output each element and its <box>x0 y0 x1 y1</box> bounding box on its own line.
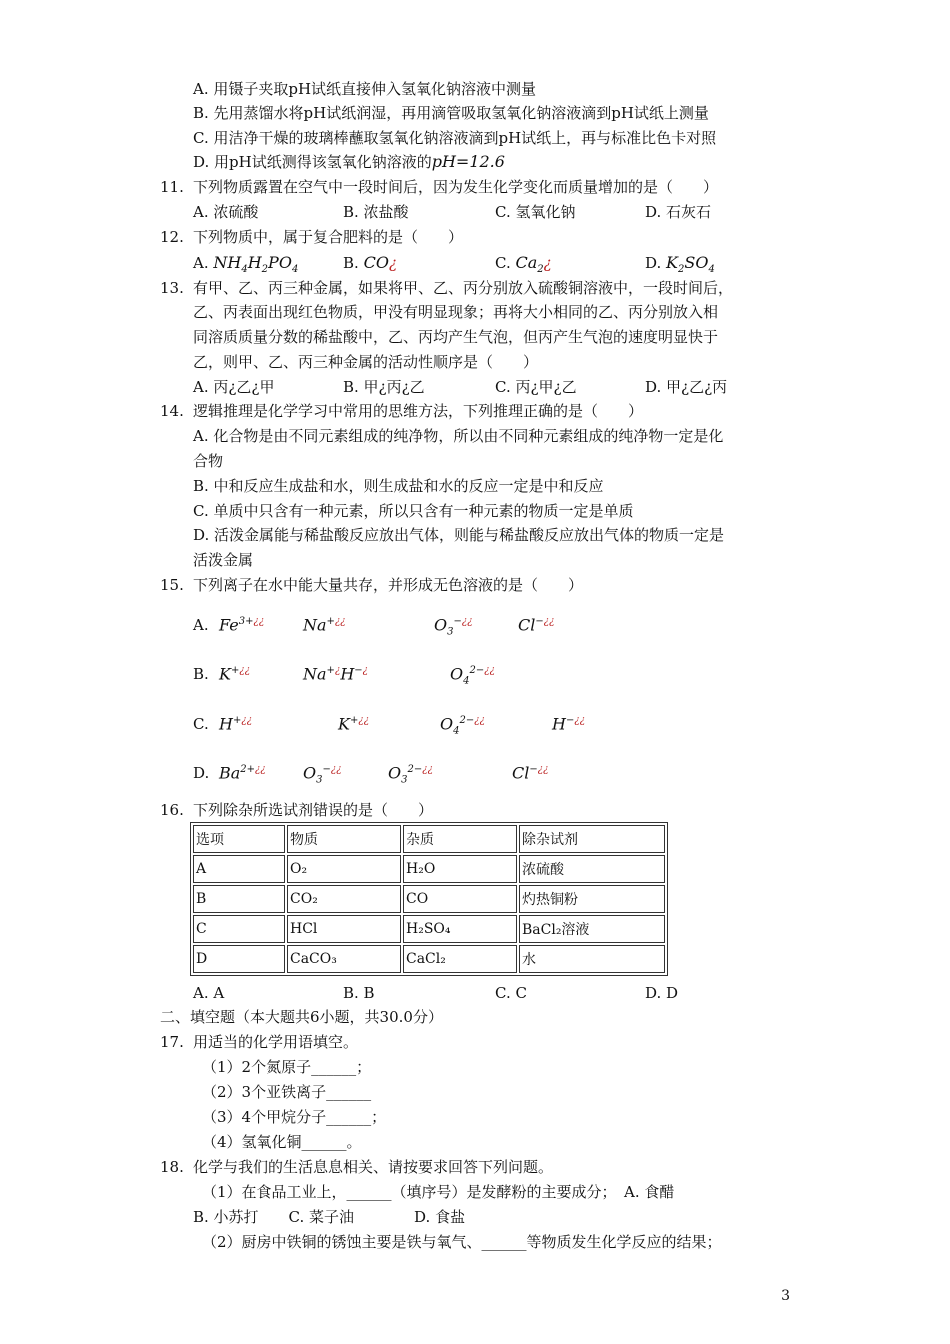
q18-stem: 化学与我们的生活息息相关、请按要求回答下列问题。 <box>193 1158 554 1176</box>
q18-line-3[interactable]: （2）厨房中铁铜的锈蚀主要是铁与氧气、______等物质发生化学反应的结果； <box>202 1233 722 1251</box>
q17-number: 17. <box>160 1033 184 1051</box>
q15-b-ion-3: $O_4^{2-¿¿}$ <box>450 664 495 687</box>
table-cell: 灼热铜粉 <box>519 885 665 913</box>
q14-option-c[interactable]: C. 单质中只含有一种元素，所以只含有一种元素的物质一定是单质 <box>193 502 634 520</box>
q15-a-ion-4: Cl−¿¿ <box>518 615 555 635</box>
q14-option-d-cont: 活泼金属 <box>193 551 254 569</box>
q17-item-1[interactable]: （1）2个氮原子______； <box>202 1058 372 1076</box>
table-cell: CaCO₃ <box>287 945 401 973</box>
q15-b-ion-1: K+¿¿ <box>219 664 251 684</box>
table-header-cell: 选项 <box>193 825 285 853</box>
page-number: 3 <box>781 1288 790 1304</box>
q13-line-1: 有甲、乙、丙三种金属，如果将甲、乙、丙分别放入硫酸铜溶液中，一段时间后， <box>193 279 734 297</box>
table-header-cell: 杂质 <box>403 825 517 853</box>
q15-option-d-label[interactable]: D. <box>193 764 210 782</box>
q16-option-a[interactable]: A. A <box>193 984 225 1002</box>
q17-stem: 用适当的化学用语填空。 <box>193 1033 359 1051</box>
q12-label-d: D. <box>645 254 662 272</box>
q14-option-a[interactable]: A. 化合物是由不同元素组成的纯净物，所以由不同种元素组成的纯净物一定是化 <box>193 427 724 445</box>
table-cell: BaCl₂溶液 <box>519 915 665 943</box>
q11-option-b[interactable]: B. 浓盐酸 <box>343 203 409 221</box>
q15-a-ion-1: $Fe^{3+¿¿}$ <box>219 615 265 635</box>
table-cell: A <box>193 855 285 883</box>
q15-option-c-label[interactable]: C. <box>193 715 209 733</box>
q16-stem: 下列除杂所选试剂错误的是（ ） <box>193 801 434 819</box>
q16-option-d[interactable]: D. D <box>645 984 679 1002</box>
q10-option-d-text: D. 用pH试纸测得该氢氧化钠溶液的 <box>193 153 432 171</box>
q11-stem: 下列物质露置在空气中一段时间后，因为发生化学变化而质量增加的是（ ） <box>193 178 719 196</box>
q14-number: 14. <box>160 402 184 420</box>
q10-option-c[interactable]: C. 用洁净干燥的玻璃棒蘸取氢氧化钠溶液滴到pH试纸上，再与标准比色卡对照 <box>193 129 717 147</box>
table-cell: O₂ <box>287 855 401 883</box>
q16-number: 16. <box>160 801 184 819</box>
q18-number: 18. <box>160 1158 184 1176</box>
q12-label-c: C. <box>495 254 511 272</box>
q10-option-d[interactable] <box>193 151 505 173</box>
q15-d-ion-3: $O_3^{2-¿¿}$ <box>388 763 433 786</box>
q11-number: 11. <box>160 178 184 196</box>
impurity-table <box>190 822 668 976</box>
q15-number: 15. <box>160 576 184 594</box>
q15-d-ion-4: Cl−¿¿ <box>512 763 549 783</box>
q15-stem: 下列离子在水中能大量共存，并形成无色溶液的是（ ） <box>193 576 584 594</box>
q12-label-b: B. <box>343 254 359 272</box>
q10-option-a[interactable]: A. 用镊子夹取pH试纸直接伸入氢氧化钠溶液中测量 <box>193 80 537 98</box>
table-header-row <box>193 825 665 853</box>
q15-option-b-label[interactable]: B. <box>193 665 209 683</box>
q12-formula-d: $K_2SO_4$ <box>666 253 715 276</box>
q14-option-d[interactable]: D. 活泼金属能与稀盐酸反应放出气体，则能与稀盐酸反应放出气体的物质一定是 <box>193 526 725 544</box>
q11-option-c[interactable]: C. 氢氧化钠 <box>495 203 576 221</box>
q13-number: 13. <box>160 279 184 297</box>
table-cell: CO₂ <box>287 885 401 913</box>
q15-d-ion-1: $Ba^{2+¿¿}$ <box>219 763 266 783</box>
table-header-cell: 物质 <box>287 825 401 853</box>
q14-stem: 逻辑推理是化学学习中常用的思维方法，下列推理正确的是（ ） <box>193 402 644 420</box>
q13-line-3: 同溶质质量分数的稀盐酸中，乙、丙均产生气泡，但丙产生气泡的速度明显快于 <box>193 328 719 346</box>
table-cell: C <box>193 915 285 943</box>
q18-line-2: B. 小苏打 C. 菜子油 D. 食盐 <box>193 1208 466 1226</box>
q15-b-ion-2: Na+¿H−¿ <box>303 664 369 684</box>
table-row <box>193 885 665 913</box>
q15-d-ion-2: $O_3^{-¿¿}$ <box>303 763 342 786</box>
table-cell: 浓硫酸 <box>519 855 665 883</box>
q12-formula-b: CO¿ <box>363 253 397 272</box>
q15-a-ion-2: Na+¿¿ <box>303 615 346 635</box>
q14-option-a-cont: 合物 <box>193 452 224 470</box>
q11-option-d[interactable]: D. 石灰石 <box>645 203 712 221</box>
table-cell: H₂O <box>403 855 517 883</box>
q16-option-b[interactable]: B. B <box>343 984 375 1002</box>
q15-c-ion-1: H+¿¿ <box>219 714 253 734</box>
q18-line-1[interactable]: （1）在食品工业上，______（填序号）是发酵粉的主要成分； A. 食醋 <box>202 1183 675 1201</box>
table-row <box>193 945 665 973</box>
q13-option-a[interactable]: A. 丙¿乙¿甲 <box>193 378 275 396</box>
q15-c-ion-4: H−¿¿ <box>552 714 586 734</box>
q12-formula-c: $Ca_2¿$ <box>515 253 552 276</box>
q13-option-b[interactable]: B. 甲¿丙¿乙 <box>343 378 425 396</box>
q13-option-d[interactable]: D. 甲¿乙¿丙 <box>645 378 728 396</box>
q12-label-a: A. <box>193 254 209 272</box>
table-cell: B <box>193 885 285 913</box>
table-cell: 水 <box>519 945 665 973</box>
q13-line-4: 乙，则甲、乙、丙三种金属的活动性顺序是（ ） <box>193 353 539 371</box>
table-cell: H₂SO₄ <box>403 915 517 943</box>
q12-number: 12. <box>160 228 184 246</box>
q17-item-4[interactable]: （4）氢氧化铜______。 <box>202 1133 362 1151</box>
q17-item-3[interactable]: （3）4个甲烷分子______； <box>202 1108 387 1126</box>
q12-option-b[interactable] <box>343 252 397 274</box>
table-row <box>193 855 665 883</box>
table-cell: HCl <box>287 915 401 943</box>
table-header-cell: 除杂试剂 <box>519 825 665 853</box>
q15-c-ion-2: K+¿¿ <box>338 714 370 734</box>
q15-option-a-label[interactable]: A. <box>193 616 209 634</box>
q13-line-2: 乙、丙表面出现红色物质，甲没有明显现象；再将大小相同的乙、丙分别放入相 <box>193 303 719 321</box>
q17-item-2[interactable]: （2）3个亚铁离子______ <box>202 1083 372 1101</box>
table-cell: CaCl₂ <box>403 945 517 973</box>
q13-option-c[interactable]: C. 丙¿甲¿乙 <box>495 378 577 396</box>
q14-option-b[interactable]: B. 中和反应生成盐和水，则生成盐和水的反应一定是中和反应 <box>193 477 604 495</box>
section-heading: 二、填空题（本大题共6小题，共30.0分） <box>160 1008 443 1026</box>
table-row <box>193 915 665 943</box>
q12-stem: 下列物质中，属于复合肥料的是（ ） <box>193 228 464 246</box>
q11-option-a[interactable]: A. 浓硫酸 <box>193 203 259 221</box>
q10-option-b[interactable]: B. 先用蒸馏水将pH试纸润湿，再用滴管吸取氢氧化钠溶液滴到pH试纸上测量 <box>193 104 709 122</box>
q10-ph-value: pH=12.6 <box>431 152 505 171</box>
table-cell: CO <box>403 885 517 913</box>
q12-formula-a: $NH_4H_2PO_4$ <box>213 253 299 276</box>
table-cell: D <box>193 945 285 973</box>
q15-c-ion-3: $O_4^{2-¿¿}$ <box>440 714 485 737</box>
q15-a-ion-3: $O_3^{-¿¿}$ <box>434 615 473 638</box>
q16-option-c[interactable]: C. C <box>495 984 527 1002</box>
